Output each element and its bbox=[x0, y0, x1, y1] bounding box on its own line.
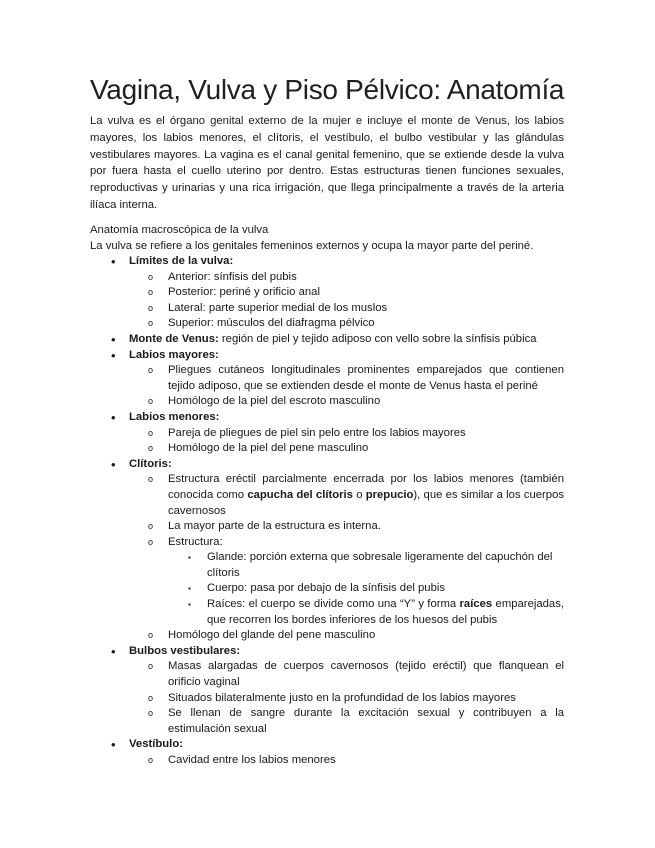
labios-menores-item2: Homólogo de la piel del pene masculino bbox=[168, 442, 369, 455]
monte-text: región de piel y tejido adiposo con vello sobre la sínfisis púbica bbox=[218, 332, 537, 345]
circle-bullet-icon: o bbox=[148, 302, 154, 313]
labios-menores-label: Labios menores: bbox=[129, 410, 220, 423]
labios-menores-item1: Pareja de pliegues de piel sin pelo entre los labios mayores bbox=[168, 426, 466, 439]
list-item bbox=[0, 753, 564, 769]
list-item bbox=[0, 597, 564, 628]
square-bullet-icon: ▪ bbox=[188, 584, 191, 594]
circle-bullet-icon: o bbox=[148, 287, 154, 298]
clitoris-item1-text: Estructura eréctil parcialmente encerrada por los labios menores (también conocida como bbox=[168, 473, 564, 501]
list-item bbox=[0, 659, 564, 690]
circle-bullet-icon: o bbox=[148, 396, 154, 407]
list-item-labios-mayores bbox=[0, 348, 564, 364]
list-item bbox=[0, 550, 564, 581]
intro-paragraph: La vulva es el órgano genital externo de la mujer e incluye el monte de Venus, los labios mayores, los labios menores, el clítoris, el vestíbulo, el bulbo vestibular y las glándulas vestibulares mayores. La vagina es el canal genital femenino, que se extiende desde la vulva por fuera hasta el cuello uterino por dentro. Estas estructuras tienen funciones sexuales, reproductivas y urinarias y una rica irrigación, que llega principalmente a través de la arteria ilíaca interna. bbox=[90, 115, 564, 211]
limites-label: Límites de la vulva: bbox=[129, 255, 234, 267]
circle-bullet-icon: o bbox=[148, 521, 154, 532]
list-item bbox=[0, 363, 564, 394]
list-item bbox=[0, 691, 564, 707]
circle-bullet-icon: o bbox=[148, 318, 154, 329]
monte-label: Monte de Venus: bbox=[129, 332, 219, 345]
bulbos-item1: Masas alargadas de cuerpos cavernosos (tejido eréctil) que flanquean el orificio vaginal bbox=[168, 660, 564, 689]
labios-mayores-label: Labios mayores: bbox=[129, 348, 219, 361]
list-item bbox=[0, 316, 564, 332]
bulbos-item3: Se llenan de sangre durante la excitación sexual y contribuyen a la estimulación sexual bbox=[168, 707, 564, 735]
circle-bullet-icon: o bbox=[148, 427, 154, 438]
section-description: La vulva se refiere a los genitales femeninos externos y ocupa la mayor parte del periné. bbox=[90, 240, 534, 252]
list-item bbox=[0, 628, 564, 644]
bullet-icon: • bbox=[111, 254, 116, 269]
bullet-icon: • bbox=[111, 456, 116, 472]
list-item bbox=[0, 285, 564, 301]
list-item bbox=[0, 706, 564, 737]
list-item-labios-menores bbox=[0, 410, 564, 426]
list-item-clitoris bbox=[0, 457, 564, 473]
circle-bullet-icon: o bbox=[148, 365, 154, 376]
clitoris-item3: Estructura: bbox=[168, 535, 223, 548]
labios-mayores-item2: Homólogo de la piel del escroto masculino bbox=[168, 395, 381, 408]
clitoris-item1-mid: o bbox=[352, 488, 366, 501]
limite-anterior: Anterior: sínfisis del pubis bbox=[168, 270, 297, 283]
term-prepucio: prepucio bbox=[365, 488, 414, 501]
clitoris-cuerpo: Cuerpo: pasa por debajo de la sínfisis del pubis bbox=[207, 582, 446, 595]
bulbos-item2: Situados bilateralmente justo en la profundidad de los labios mayores bbox=[168, 691, 516, 704]
list-item bbox=[0, 301, 564, 317]
bullet-icon: • bbox=[111, 643, 116, 659]
circle-bullet-icon: o bbox=[148, 755, 154, 765]
circle-bullet-icon: o bbox=[148, 708, 154, 719]
circle-bullet-icon: o bbox=[148, 443, 154, 454]
list-item bbox=[0, 581, 564, 597]
list-item-vestibulo bbox=[0, 737, 564, 753]
bullet-icon: • bbox=[111, 409, 116, 425]
list-item bbox=[0, 519, 564, 535]
list-item bbox=[0, 472, 564, 519]
list-item bbox=[0, 270, 564, 286]
term-raices: raíces bbox=[459, 598, 493, 611]
raices-text-end: emparejadas, que recorren los bordes inferiores de los huesos del pubis bbox=[207, 598, 564, 626]
limite-superior: Superior: músculos del diafragma pélvico bbox=[168, 317, 375, 330]
clitoris-label: Clítoris: bbox=[129, 457, 172, 470]
bullet-icon: • bbox=[111, 331, 116, 347]
list-item bbox=[0, 535, 564, 551]
term-capucha: capucha del clítoris bbox=[247, 488, 353, 501]
circle-bullet-icon: o bbox=[148, 661, 154, 672]
list-item-monte bbox=[0, 332, 564, 348]
circle-bullet-icon: o bbox=[148, 271, 154, 282]
list-item bbox=[0, 426, 564, 442]
circle-bullet-icon: o bbox=[148, 474, 154, 485]
clitoris-glande: Glande: porción externa que sobresale ligeramente del capuchón del clítoris bbox=[207, 551, 553, 579]
bullet-icon: • bbox=[111, 347, 116, 363]
bulbos-label: Bulbos vestibulares: bbox=[129, 644, 241, 657]
raices-text: Raíces: el cuerpo se divide como una “Y” y forma bbox=[207, 598, 460, 611]
vestibulo-item1: Cavidad entre los labios menores bbox=[168, 754, 336, 766]
circle-bullet-icon: o bbox=[148, 536, 154, 547]
vestibulo-label: Vestíbulo: bbox=[129, 738, 183, 751]
list-item bbox=[0, 394, 564, 410]
limite-posterior: Posterior: periné y orificio anal bbox=[168, 286, 320, 299]
limite-lateral: Lateral: parte superior medial de los muslos bbox=[168, 301, 388, 314]
section-heading: Anatomía macroscópica de la vulva bbox=[90, 224, 269, 236]
square-bullet-icon: ▪ bbox=[188, 553, 191, 563]
list-item bbox=[0, 441, 564, 457]
vulva-outline-list bbox=[0, 254, 655, 769]
clitoris-item2: La mayor parte de la estructura es interna. bbox=[168, 520, 381, 533]
page-title: Vagina, Vulva y Piso Pélvico: Anatomía bbox=[90, 74, 565, 105]
clitoris-raices bbox=[207, 597, 564, 628]
circle-bullet-icon: o bbox=[148, 692, 154, 703]
list-item-limites bbox=[0, 254, 564, 270]
clitoris-item1 bbox=[168, 472, 564, 519]
clitoris-item1-end: ), que es similar a los cuerpos cavernosos bbox=[168, 488, 565, 517]
labios-mayores-item1: Pliegues cutáneos longitudinales prominentes emparejados que contienen tejido adiposo, que se extienden desde el monte de Venus hasta el periné bbox=[168, 364, 564, 392]
square-bullet-icon: ▪ bbox=[188, 600, 191, 610]
bullet-icon: • bbox=[111, 737, 116, 753]
circle-bullet-icon: o bbox=[148, 630, 154, 641]
list-item-bulbos bbox=[0, 644, 564, 660]
clitoris-item4: Homólogo del glande del pene masculino bbox=[168, 629, 376, 642]
